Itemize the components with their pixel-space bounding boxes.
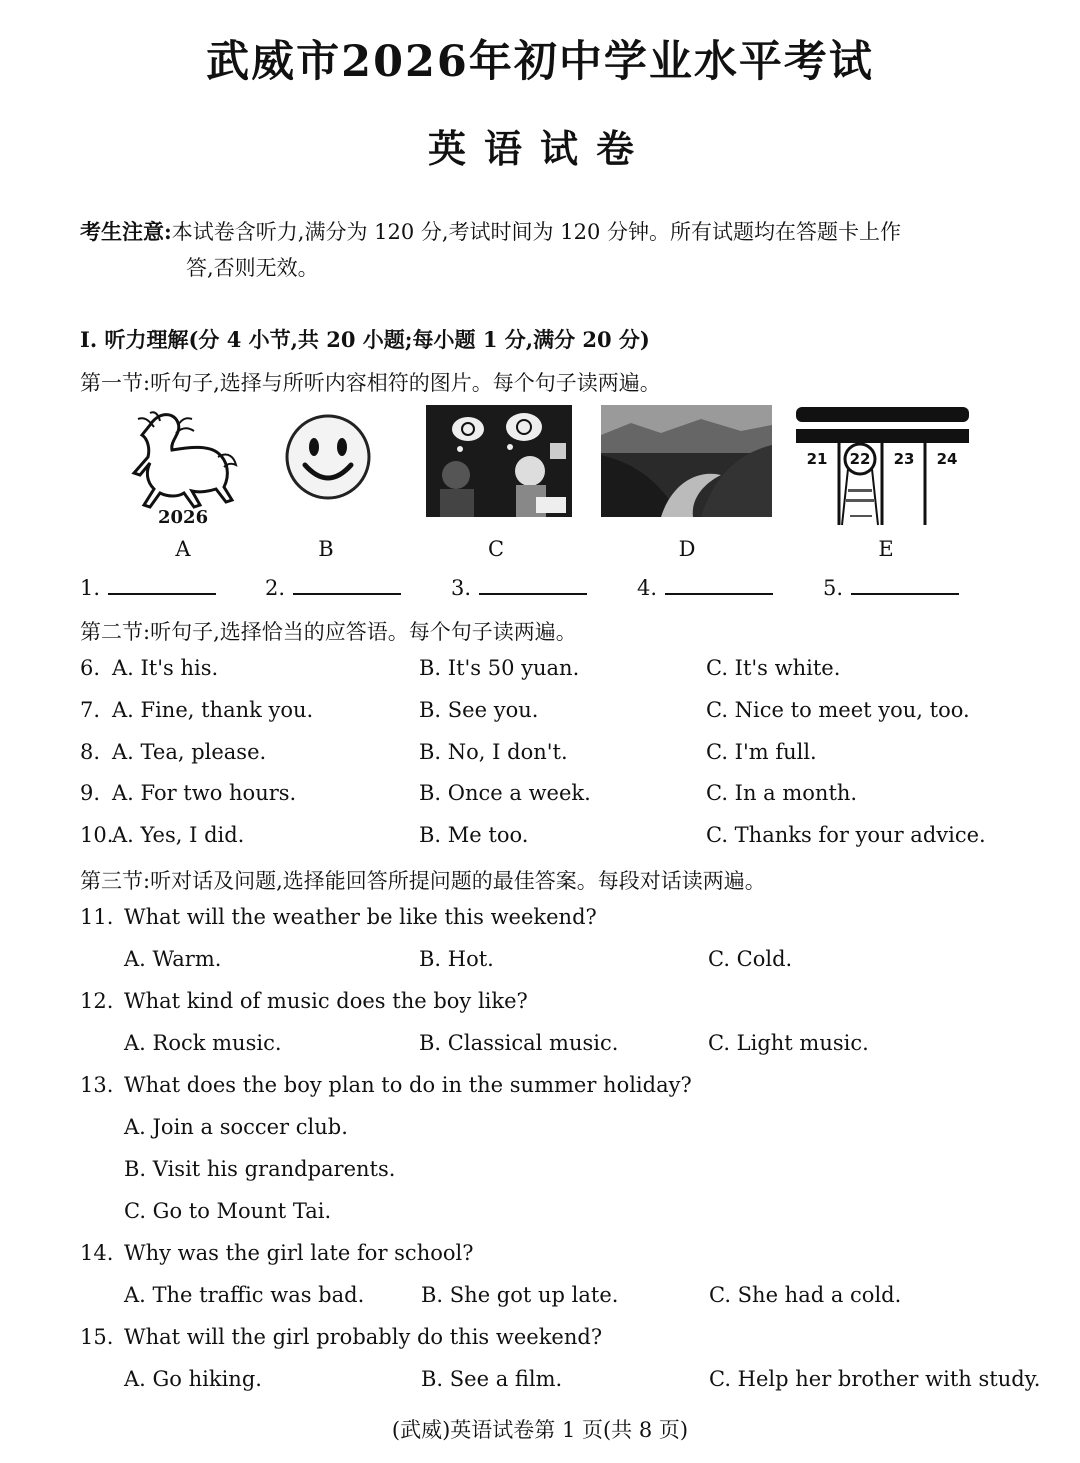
kids-with-thought-bubbles-icon: [426, 405, 572, 517]
question-12-text: What kind of music does the boy like?: [124, 989, 528, 1013]
question-15-option-c: C. Help her brother with study.: [709, 1367, 1041, 1391]
question-8-option-b: B. No, I don't.: [419, 740, 568, 764]
smiley-face-icon: [283, 405, 373, 505]
question-8-option-c: C. I'm full.: [706, 740, 817, 764]
picture-letter-c: C: [487, 537, 505, 561]
svg-text:24: 24: [936, 450, 958, 468]
question-9-option-a: A. For two hours.: [112, 781, 297, 805]
question-10-option-c: C. Thanks for your advice.: [706, 823, 986, 847]
svg-text:21: 21: [806, 450, 828, 468]
question-15-text: What will the girl probably do this weekend?: [124, 1325, 603, 1349]
question-6-option-b: B. It's 50 yuan.: [419, 656, 580, 680]
question-14-option-a: A. The traffic was bad.: [124, 1283, 365, 1307]
question-9-number: 9.: [80, 781, 101, 805]
picture-letter-d: D: [678, 537, 696, 561]
question-10-option-b: B. Me too.: [419, 823, 529, 847]
section-heading: Ⅰ. 听力理解(分 4 小节,共 20 小题;每小题 1 分,满分 20 分): [80, 327, 650, 352]
question-12-number: 12.: [80, 989, 114, 1013]
answer-blank-2[interactable]: 2.: [265, 575, 401, 600]
picture-c: [426, 405, 572, 561]
answer-blank-5[interactable]: 5.: [823, 575, 959, 600]
question-13-option-b: B. Visit his grandparents.: [124, 1157, 396, 1181]
question-10-option-a: A. Yes, I did.: [112, 823, 245, 847]
part2-questions: [80, 656, 1030, 866]
question-15-option-b: B. See a film.: [421, 1367, 563, 1391]
candidate-notice: [80, 214, 1030, 286]
question-12-option-a: A. Rock music.: [124, 1031, 282, 1055]
svg-text:23: 23: [893, 450, 915, 468]
question-15-option-a: A. Go hiking.: [124, 1367, 262, 1391]
question-7-option-c: C. Nice to meet you, too.: [706, 698, 970, 722]
horse-caption: 2026: [158, 507, 209, 528]
question-6-option-a: A. It's his.: [112, 656, 219, 680]
question-14-option-b: B. She got up late.: [421, 1283, 619, 1307]
question-12-option-b: B. Classical music.: [419, 1031, 619, 1055]
part1-instruction: 第一节:听句子,选择与所听内容相符的图片。每个句子读两遍。: [80, 371, 661, 395]
exam-subtitle: 英语试卷: [427, 126, 652, 171]
answer-blank-3[interactable]: 3.: [451, 575, 587, 600]
question-11-text: What will the weather be like this weekend?: [124, 905, 597, 929]
question-10-number: 10.: [80, 823, 114, 847]
picture-options: [0, 405, 1080, 565]
question-15-number: 15.: [80, 1325, 114, 1349]
part2-instruction: 第二节:听句子,选择恰当的应答语。每个句子读两遍。: [80, 620, 577, 644]
notice-line-2: 答,否则无效。: [186, 256, 319, 280]
exam-title: 武威市2026年初中学业水平考试: [206, 37, 874, 87]
question-9-option-c: C. In a month.: [706, 781, 858, 805]
picture-e: [796, 405, 971, 561]
question-11-option-c: C. Cold.: [708, 947, 793, 971]
question-7-option-b: B. See you.: [419, 698, 539, 722]
question-6-option-c: C. It's white.: [706, 656, 841, 680]
picture-letter-e: E: [878, 537, 894, 561]
question-13-text: What does the boy plan to do in the summer holiday?: [124, 1073, 692, 1097]
picture-letter-b: B: [318, 537, 334, 561]
mountain-landscape-icon: [601, 405, 772, 517]
answer-blank-4[interactable]: 4.: [637, 575, 773, 600]
question-7-option-a: A. Fine, thank you.: [112, 698, 314, 722]
question-13-number: 13.: [80, 1073, 114, 1097]
question-14-option-c: C. She had a cold.: [709, 1283, 902, 1307]
picture-d: [601, 405, 772, 561]
question-13-option-c: C. Go to Mount Tai.: [124, 1199, 332, 1223]
answer-blank-1[interactable]: 1.: [80, 575, 216, 600]
question-14-text: Why was the girl late for school?: [124, 1241, 474, 1265]
horse-2026-icon: [120, 405, 240, 530]
picture-b: [283, 405, 373, 561]
notice-line-1: 本试卷含听力,满分为 120 分,考试时间为 120 分钟。所有试题均在答题卡上作: [171, 220, 901, 244]
question-8-number: 8.: [80, 740, 101, 764]
question-9-option-b: B. Once a week.: [419, 781, 591, 805]
page-footer: (武威)英语试卷第 1 页(共 8 页): [391, 1418, 689, 1442]
question-8-option-a: A. Tea, please.: [112, 740, 267, 764]
part3-questions: [80, 905, 1041, 1405]
question-6-number: 6.: [80, 656, 101, 680]
picture-a: [120, 405, 240, 561]
question-12-option-c: C. Light music.: [708, 1031, 869, 1055]
question-14-number: 14.: [80, 1241, 114, 1265]
question-11-number: 11.: [80, 905, 114, 929]
part3-instruction: 第三节:听对话及问题,选择能回答所提问题的最佳答案。每段对话读两遍。: [80, 869, 766, 893]
svg-text:22: 22: [849, 450, 871, 468]
notice-label: 考生注意:: [80, 219, 172, 244]
calendar-icon: [796, 405, 971, 527]
picture-letter-a: A: [175, 537, 191, 561]
question-11-option-b: B. Hot.: [419, 947, 494, 971]
question-7-number: 7.: [80, 698, 101, 722]
question-13-option-a: A. Join a soccer club.: [124, 1115, 348, 1139]
question-11-option-a: A. Warm.: [124, 947, 222, 971]
